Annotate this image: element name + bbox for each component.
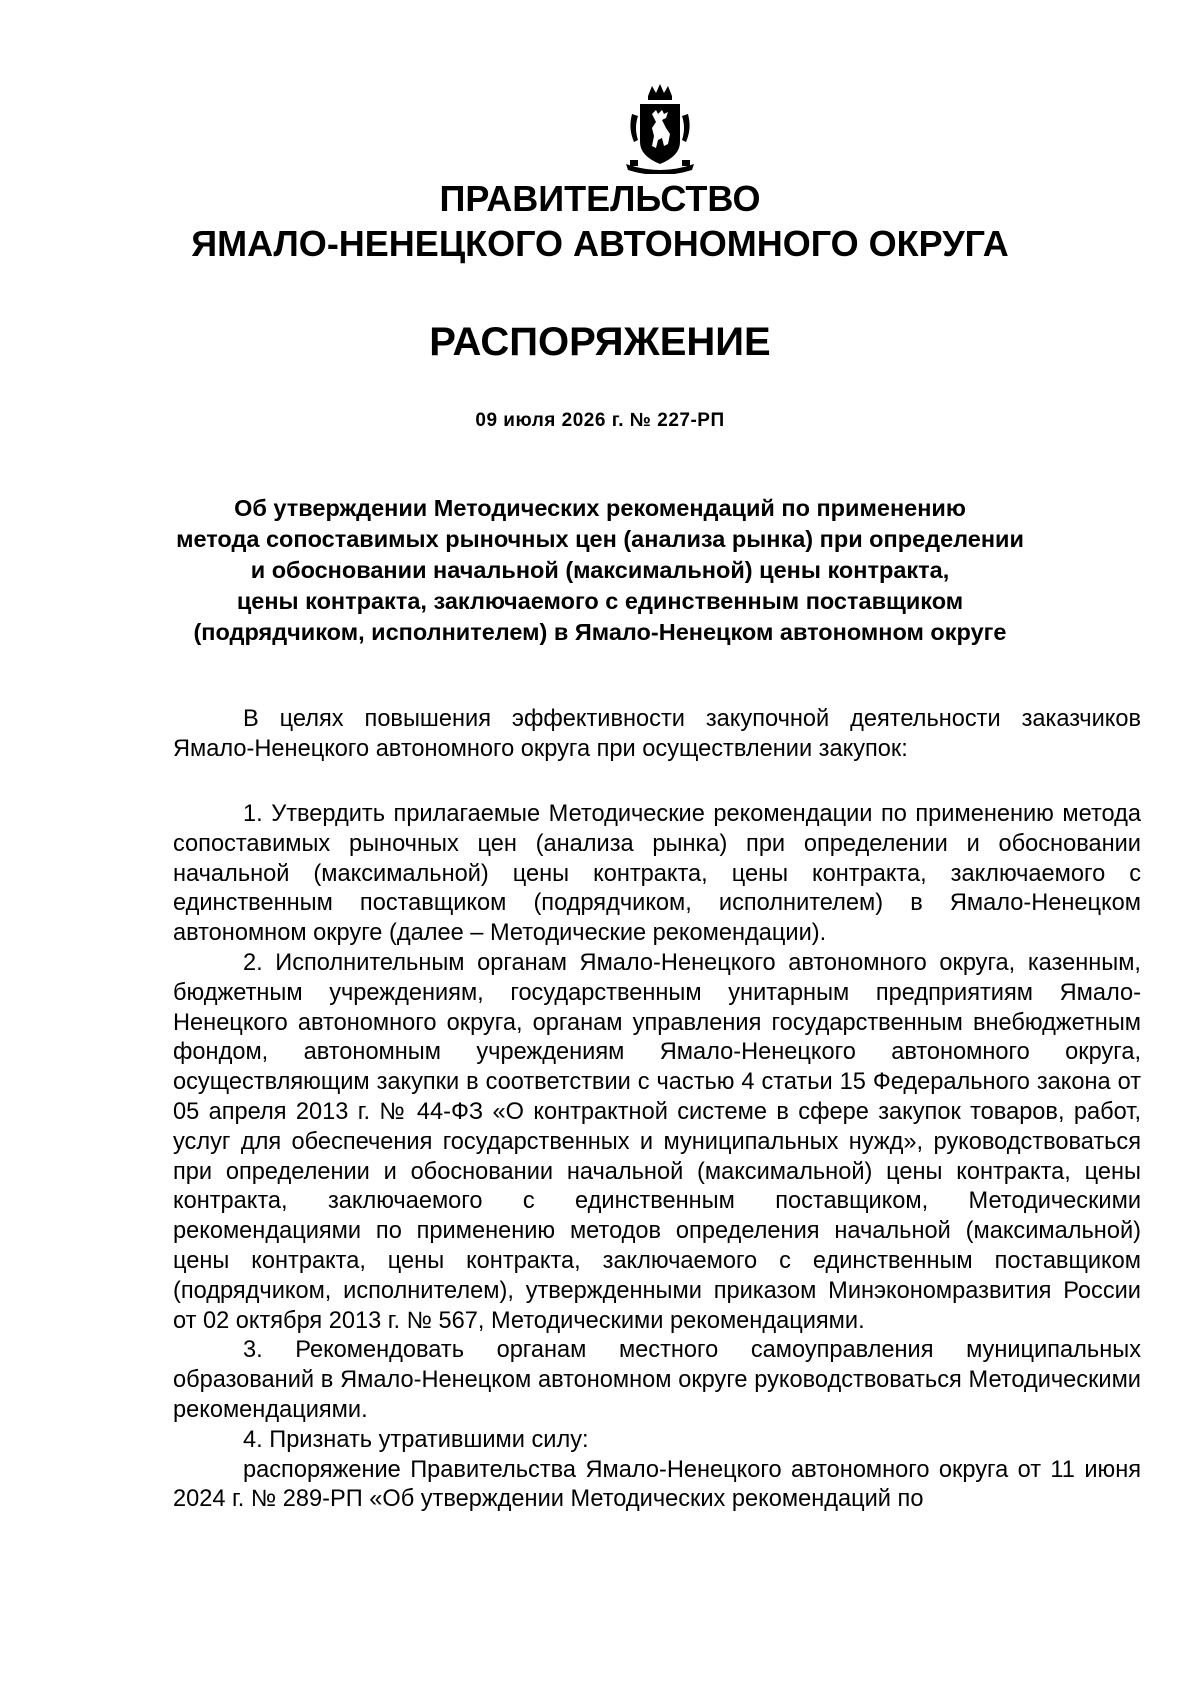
document-date-number: 09 июля 2026 г. № 227-РП <box>475 410 725 431</box>
item-paragraph: 4. Признать утратившими силу: <box>243 1426 589 1453</box>
document-subject <box>0 493 1200 648</box>
subject-line: метода сопоставимых рыночных цен (анализа рынка) при определении <box>176 526 1024 552</box>
preamble <box>173 705 1141 765</box>
government-title <box>0 176 1200 266</box>
government-title-line1: ПРАВИТЕЛЬСТВО <box>439 178 761 219</box>
item-paragraph: 3. Рекомендовать органам местного самоуправления муниципальных образований в Ямало-Ненецком автономном округе руководствоваться Методическими рекомендациями. <box>173 1337 1141 1423</box>
item-paragraph: распоряжение Правительства Ямало-Ненецкого автономного округа от 11 июня 2024 г. № 289-РП «Об утверждении Методических рекомендаций по <box>173 1456 1141 1513</box>
subject-line: цены контракта, заключаемого с единственным поставщиком <box>236 588 964 614</box>
item-paragraph: 2. Исполнительным органам Ямало-Ненецкого автономного округа, казенным, бюджетным учреждениям, государственным унитарным предприятиям Ямало-Ненецкого автономного округа, органам управления государственным внебюджетным фондом, автономным учреждениям Ямало-Ненецкого автономного округа, осуществляющим закупки в соответствии с частью 4 статьи 15 Федерального закона от 05 апреля 2013 г. № 44-ФЗ «О контрактной системе в сфере закупок товаров, работ, услуг для обеспечения государственных и муниципальных нужд», руководствоваться при определении и обосновании начальной (максимальной) цены контракта, цены контракта, заключаемого с единственным поставщиком, Методическими рекомендациями по применению методов определения начальной (максимальной) цены контракта, цены контракта, заключаемого с единственным поставщиком (подрядчиком, исполнителем), утвержденными приказом Минэкономразвития России от 02 октября 2013 г. № 567, Методическими рекомендациями. <box>173 949 1141 1334</box>
subject-line: (подрядчиком, исполнителем) в Ямало-Ненецком автономном округе <box>193 619 1007 645</box>
item-paragraph: 1. Утвердить прилагаемые Методические рекомендации по применению метода сопоставимых рыночных цен (анализа рынка) при определении и обосновании начальной (максимальной) цены контракта, цены контракта, заключаемого с единственным поставщиком (подрядчиком, исполнителем) в Ямало-Ненецком автономном округе (далее – Методические рекомендации). <box>173 801 1141 947</box>
government-title-line2: ЯМАЛО-НЕНЕЦКОГО АВТОНОМНОГО ОКРУГА <box>191 223 1009 264</box>
subject-line: Об утверждении Методических рекомендаций по применению <box>234 495 966 521</box>
subject-line: и обосновании начальной (максимальной) цены контракта, <box>250 557 950 583</box>
coat-of-arms-icon <box>622 84 698 174</box>
resolution-items <box>173 800 1141 1515</box>
document-type: РАСПОРЯЖЕНИЕ <box>429 320 771 364</box>
preamble-paragraph: В целях повышения эффективности закупочной деятельности заказчиков Ямало-Ненецкого автономного округа при осуществлении закупок: <box>173 706 1141 762</box>
